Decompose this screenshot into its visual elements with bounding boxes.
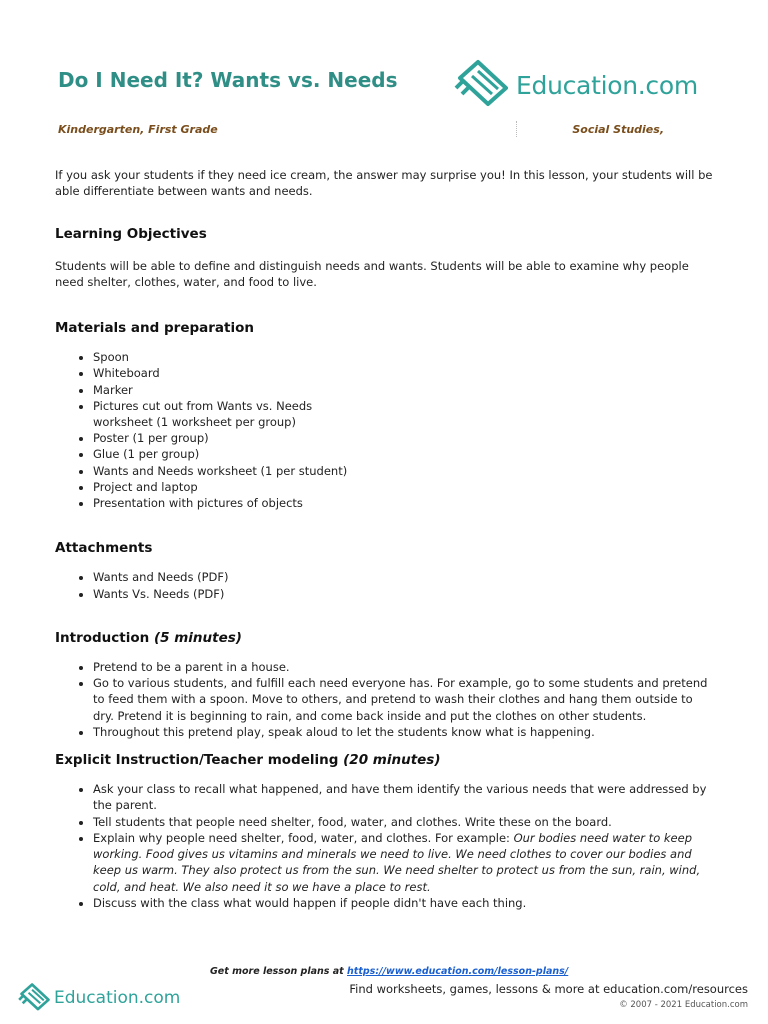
list-item: • Marker [93, 382, 715, 398]
footer-logo[interactable] [18, 982, 180, 1014]
lesson-plans-link[interactable]: https://www.education.com/lesson-plans/ [347, 966, 569, 977]
footer-find-resources: Find worksheets, games, lessons & more at education.com/resources [349, 982, 748, 996]
introduction-heading [55, 630, 715, 646]
footer-more-plans [210, 966, 568, 977]
attachments-heading: Attachments [55, 540, 153, 557]
explicit-heading [55, 752, 715, 768]
objectives-heading: Learning Objectives [55, 226, 207, 243]
logo-text: Education.com [516, 70, 698, 100]
meta-divider [516, 121, 517, 137]
introduction-list [55, 659, 715, 740]
objectives-text: Students will be able to define and distinguish needs and wants. Students will be able to examine why people need shelter, clothes, water, and food to live. [55, 258, 689, 289]
list-item: • Go to various students, and fulfill each need everyone has. For example, go to some students and pretend to feed them with a spoon. Move to others, and pretend to wash their clothes and hang them outside to dry. Pretend it is beginning to rain, and come back inside and put the clothes on other students. [93, 675, 715, 724]
list-item: • Ask your class to recall what happened, and have them identify the various needs that were addressed by the parent. [93, 781, 715, 813]
list-item: • Wants and Needs worksheet (1 per student) [93, 463, 715, 479]
attachment-item[interactable]: • Wants Vs. Needs (PDF) [93, 586, 715, 602]
subject: Social Studies, [572, 123, 664, 136]
explicit-heading-label: Explicit Instruction/Teacher modeling [55, 752, 339, 769]
page-title: Do I Need It? Wants vs. Needs [58, 68, 398, 92]
list-item: • Whiteboard [93, 365, 715, 381]
attachments-list [55, 569, 715, 601]
lesson-content [55, 167, 715, 911]
introduction-duration: (5 minutes) [153, 629, 242, 646]
list-item-italic: Our bodies need water to keep working. Food gives us vitamins and minerals we need to live. We need clothes to cover our bodies and keep us warm. They also protect us from the sun. We need shelter to protect us from the sun, rain, wind, cold, and heat. We also need it so we have a place to rest. [93, 830, 701, 894]
grade-level: Kindergarten, First Grade [58, 123, 218, 136]
list-item: • Poster (1 per group) [93, 430, 715, 446]
list-item: • Discuss with the class what would happen if people didn't have each thing. [93, 895, 715, 911]
list-item [93, 398, 715, 430]
list-item-text: Explain why people need shelter, food, water, and clothes. For example: [93, 830, 514, 845]
list-item: • Pretend to be a parent in a house. [93, 659, 715, 675]
footer-logo-text: Education.com [54, 988, 181, 1008]
list-item: • Spoon [93, 349, 715, 365]
education-logo[interactable] [454, 58, 698, 112]
attachment-item[interactable]: • Wants and Needs (PDF) [93, 569, 715, 585]
footer-copyright: © 2007 - 2021 Education.com [619, 1000, 748, 1010]
list-item-text-cont: worksheet (1 worksheet per group) [93, 415, 296, 430]
materials-list [55, 349, 715, 511]
footer-more-text: Get more lesson plans at [210, 966, 348, 977]
list-item: • Presentation with pictures of objects [93, 495, 715, 511]
education-logo-icon [454, 58, 512, 112]
explicit-duration: (20 minutes) [343, 752, 441, 769]
list-item [93, 830, 715, 895]
intro-paragraph: If you ask your students if they need ice cream, the answer may surprise you! In this lesson, your students will be able differentiate between wants and needs. [55, 168, 713, 199]
list-item: • Tell students that people need shelter, food, water, and clothes. Write these on the board. [93, 814, 715, 830]
list-item-text: Pictures cut out from Wants vs. Needs [93, 398, 313, 413]
materials-heading: Materials and preparation [55, 320, 254, 337]
explicit-list [55, 781, 715, 911]
list-item: • Throughout this pretend play, speak aloud to let the students know what is happening. [93, 724, 715, 740]
list-item: • Project and laptop [93, 479, 715, 495]
education-logo-icon [18, 982, 52, 1014]
introduction-heading-label: Introduction [55, 629, 150, 646]
list-item: • Glue (1 per group) [93, 446, 715, 462]
